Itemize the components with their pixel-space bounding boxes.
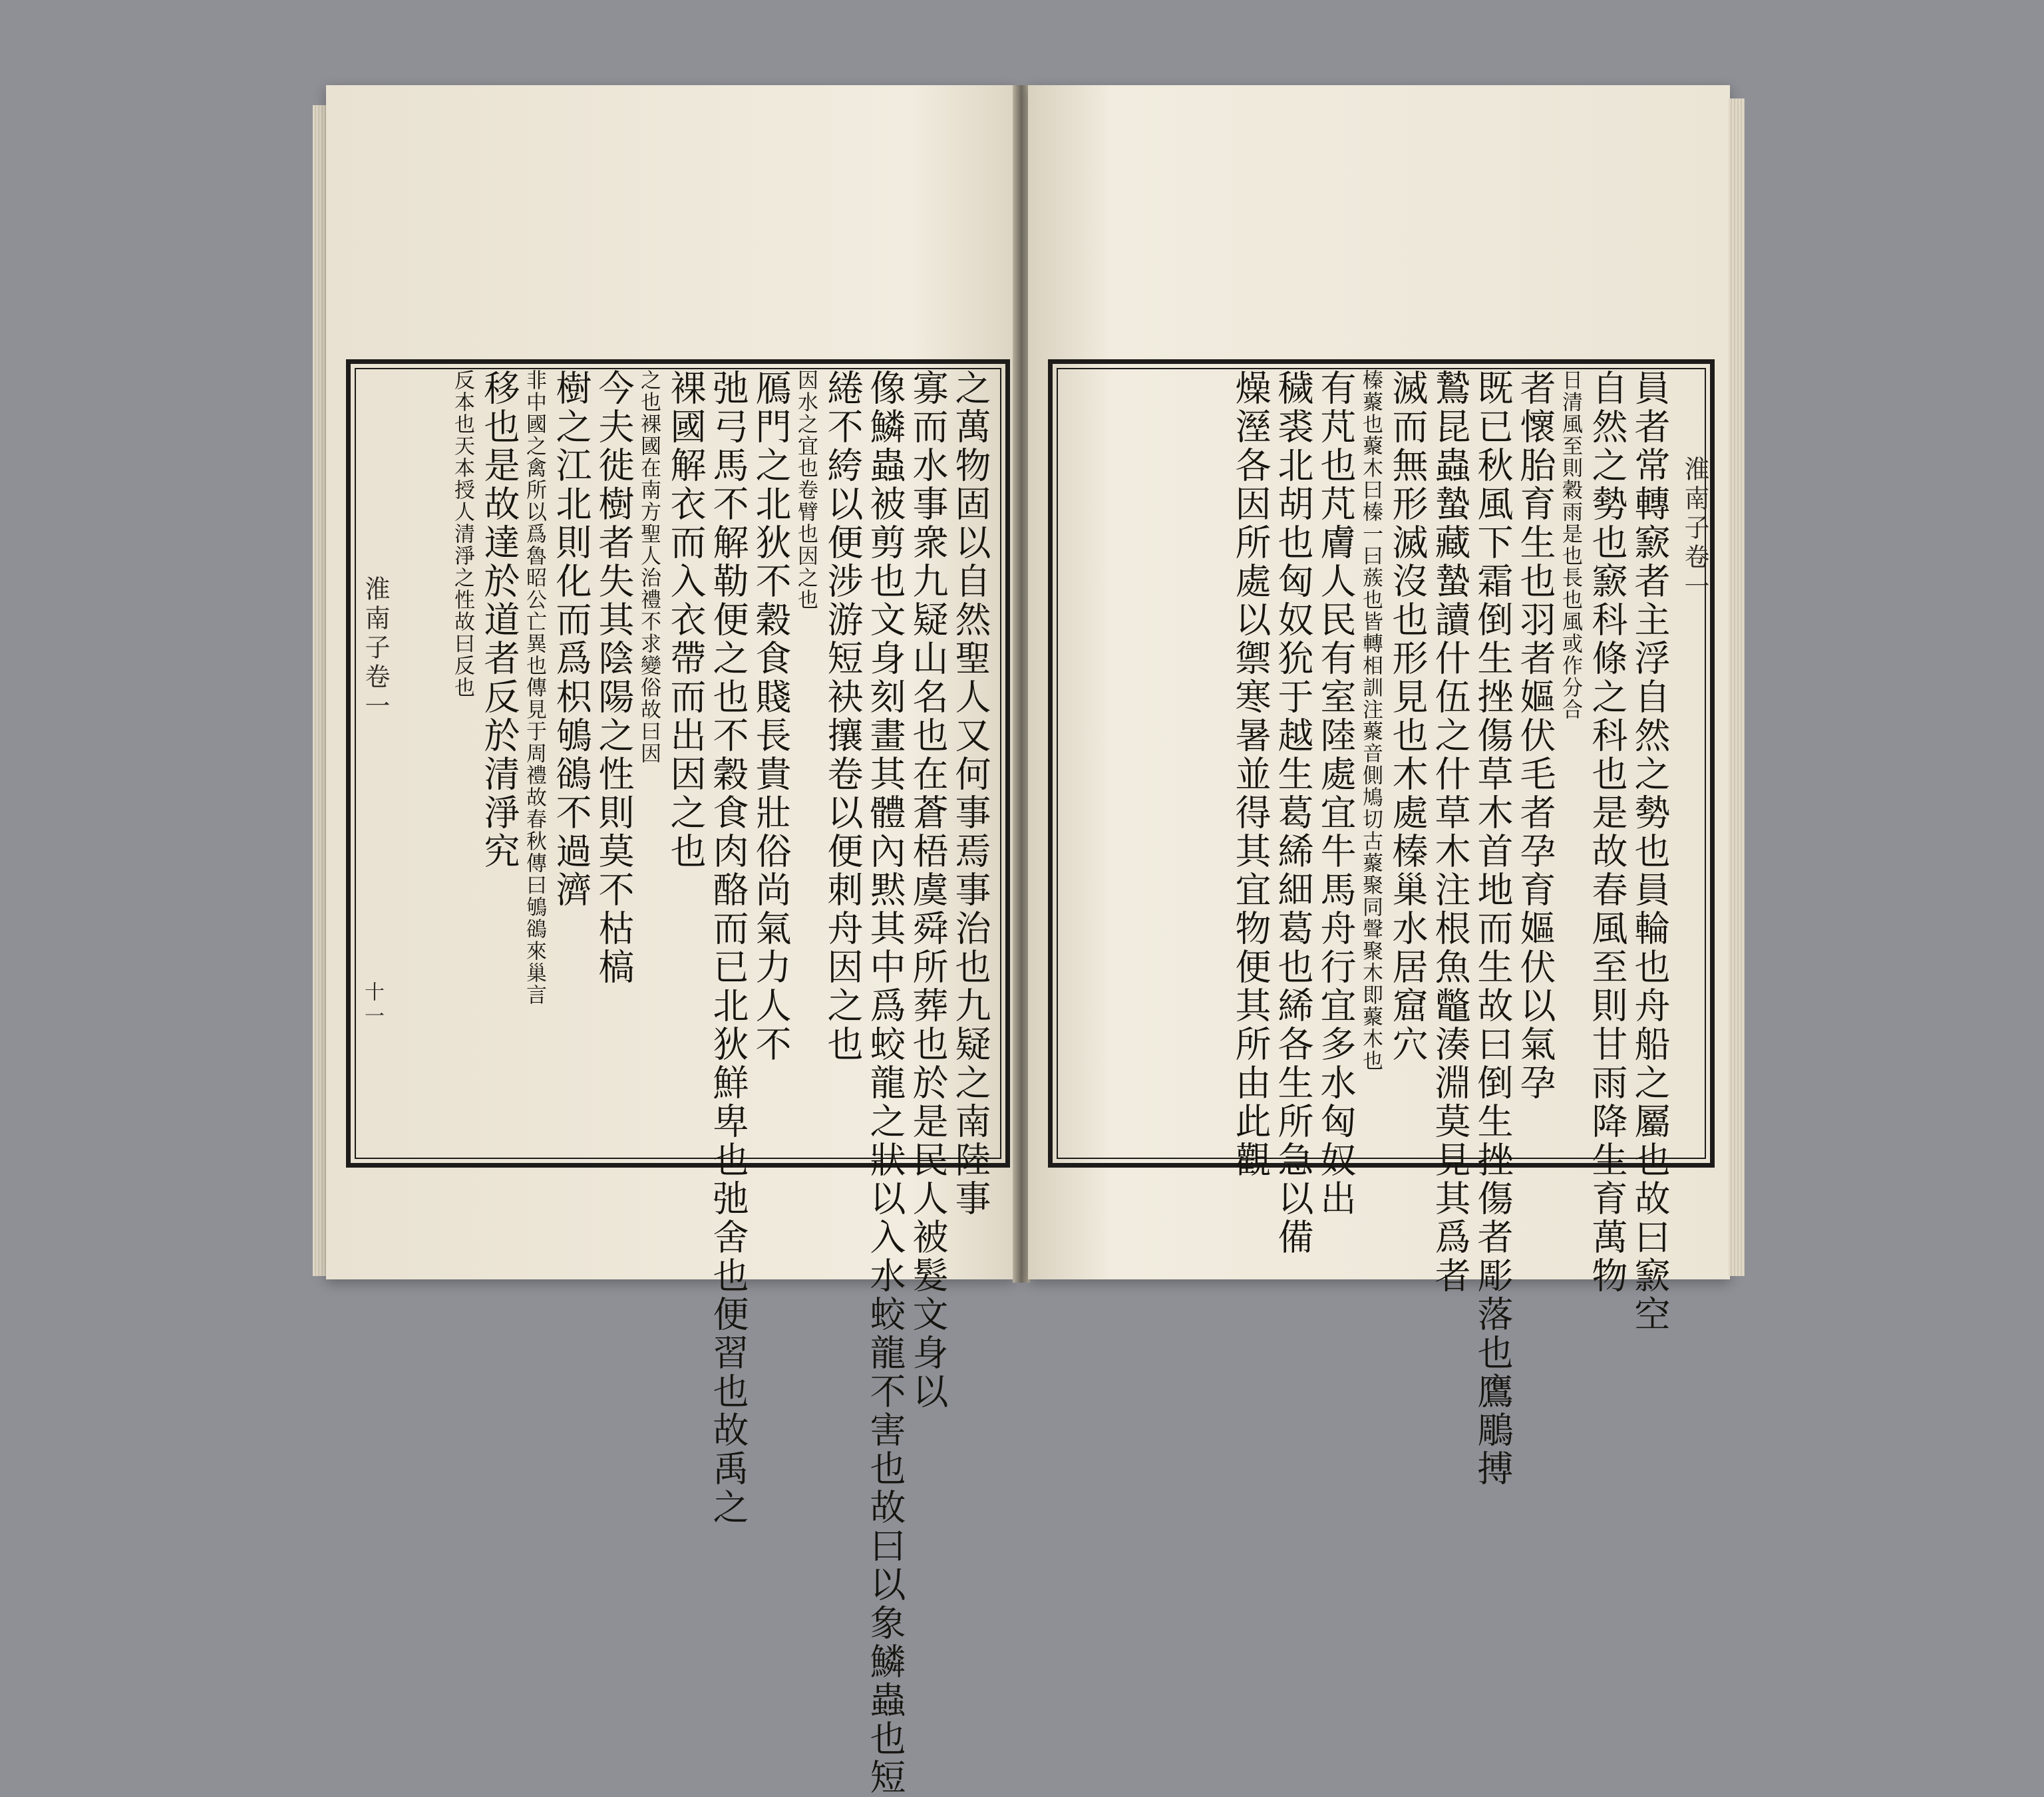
column-text: 今夫徙樹者失其陰陽之性則莫不枯槁	[593, 369, 635, 987]
right-margin-label: 淮南子卷一	[1680, 456, 1709, 602]
left-page	[326, 85, 1015, 1797]
column-annotation: 非中國之禽所以爲魯昭公亡異也傳見于周禮故春秋傳曰鴝鵒來巢言	[522, 369, 546, 1006]
column-annotation: 日清風至則穀雨是也長也風或作分合	[1558, 369, 1582, 721]
column-text: 綣不絝以便涉游短袂攘卷以便刺舟因之也	[822, 369, 864, 1064]
column-text: 移也是故達於道者反於清淨究	[478, 369, 520, 871]
column-text: 者懷胎育生也羽者嫗伏毛者孕育嫗伏以氣孕	[1514, 369, 1556, 1102]
column-text: 弛弓馬不解勒便之也不穀食肉酪而已北狄鮮卑也弛舍也便習也故禹之	[707, 369, 749, 1527]
left-page-number: 十一	[361, 981, 384, 1029]
left-margin-label: 淮南子卷一	[361, 575, 390, 722]
column-text: 鴈門之北狄不穀食賤長貴壯俗尚氣力人不	[750, 369, 792, 1064]
right-page-edges	[1729, 98, 1745, 1276]
column-annotation: 因水之宜也卷臂也因之也	[794, 369, 818, 611]
right-columns	[1058, 369, 1709, 1488]
left-columns	[356, 369, 1000, 1797]
column-text: 像鱗蟲被剪也文身刻畫其體內黙其中爲蛟龍之狀以入水蛟龍不害也故曰以象鱗蟲也短	[864, 369, 906, 1797]
column-annotation: 之也裸國在南方聖人治禮不求變俗故曰因	[637, 369, 661, 764]
open-book	[313, 85, 1730, 1797]
right-text-frame	[1048, 359, 1715, 1488]
column-text: 有芃也芃膚人民有室陸處宜牛馬舟行宜多水匈奴出	[1315, 369, 1357, 1218]
column-text: 員者常轉窾者主浮自然之勢也員輪也舟船之屬也故曰窾空	[1629, 369, 1671, 1334]
column-text: 寡而水事衆九疑山名也在蒼梧虞舜所葬也於是民人被髮文身以	[907, 369, 949, 1411]
column-text: 既已秋風下霜倒生挫傷草木首地而生故曰倒生挫傷者彫落也鷹鵰搏	[1472, 369, 1514, 1488]
column-text: 之萬物固以自然聖人又何事焉事治也九疑之南陸事	[949, 369, 991, 1218]
right-page	[1028, 85, 1730, 1488]
column-annotation: 榛藂也藂木曰榛一曰蔟也皆轉相訓注藂音側鳩切古藂聚同聲聚木即藂木也	[1359, 369, 1383, 1072]
column-text: 滅而無形滅沒也形見也木處榛巢水居窟穴	[1387, 369, 1429, 1064]
left-text-frame	[346, 359, 1010, 1797]
column-text: 燥溼各因所處以禦寒暑並得其宜物便其所由此觀	[1230, 369, 1272, 1180]
column-text: 樹之江北則化而爲枳鴝鵒不過濟	[550, 369, 592, 909]
column-text: 穢裘北胡也匈奴狁于越生葛絺細葛也絺各生所急以備	[1272, 369, 1314, 1257]
column-text: 鷙昆蟲蟄藏蟄讀什伍之什草木注根魚鼈湊淵莫見其爲者	[1429, 369, 1471, 1295]
column-text: 裸國解衣而入衣帶而出因之也	[665, 369, 707, 871]
column-text: 自然之勢也窾科條之科也是故春風至則甘雨降生育萬物	[1586, 369, 1628, 1295]
column-annotation: 反本也天本授人清淨之性故曰反也	[450, 369, 474, 699]
